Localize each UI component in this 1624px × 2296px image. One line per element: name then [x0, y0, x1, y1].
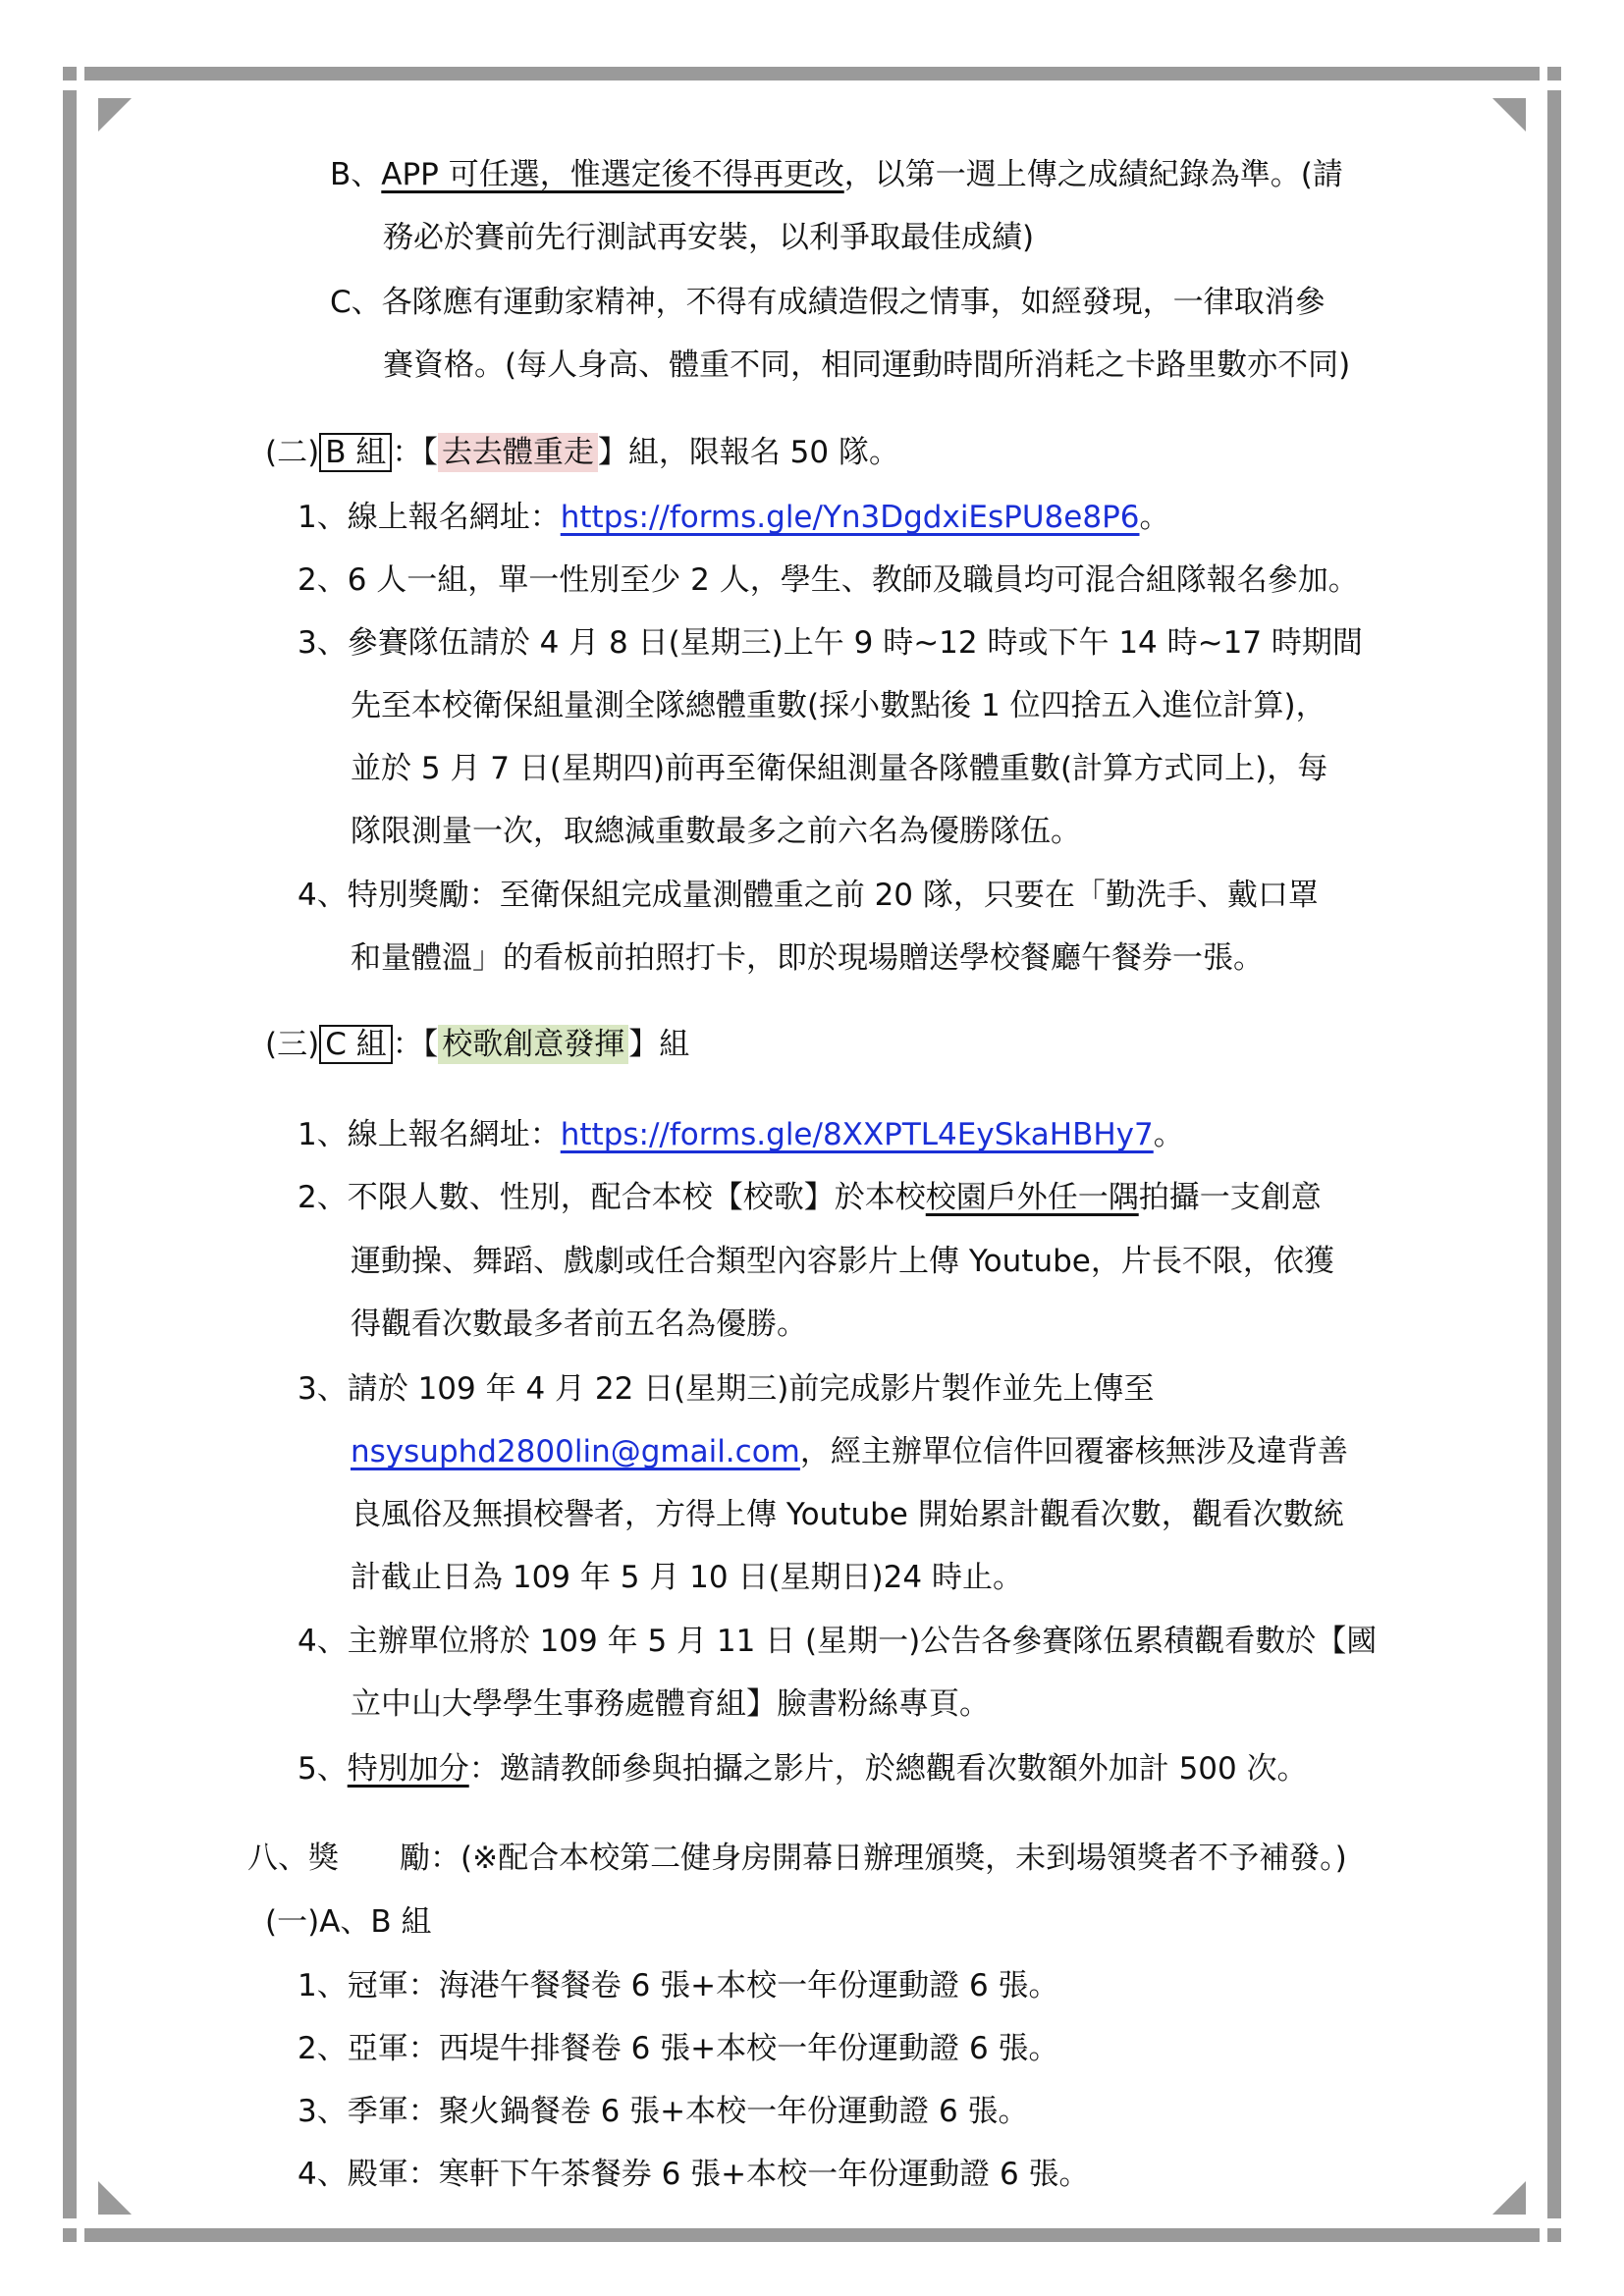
frame-triangle-tr — [1492, 98, 1526, 132]
group-b-signup-link[interactable]: https://forms.gle/Yn3DgdxiEsPU8e8P6 — [560, 500, 1140, 535]
rule-b-underlined: APP 可任選，惟選定後不得再更改 — [381, 157, 844, 192]
award-item-4: 4、殿軍：寒軒下午茶餐券 6 張+本校一年份運動證 6 張。 — [298, 2157, 1090, 2192]
rule-c-line2: 賽資格。(每人身高、體重不同，相同運動時間所消耗之卡路里數亦不同) — [383, 347, 1351, 383]
awards-subheading: (一)A、B 組 — [265, 1904, 432, 1940]
group-c-title: 校歌創意發揮 — [438, 1025, 628, 1064]
group-b-item1: 1、線上報名網址：https://forms.gle/Yn3DgdxiEsPU8e8P6。 — [298, 500, 1170, 535]
award-item-3: 3、季軍：聚火鍋餐卷 6 張+本校一年份運動證 6 張。 — [298, 2094, 1029, 2129]
frame-right — [1547, 90, 1561, 2218]
frame-left — [63, 90, 77, 2218]
group-c-item2-line1: 2、不限人數、性別，配合本校【校歌】於本校校園戶外任一隅拍攝一支創意 — [298, 1180, 1322, 1215]
group-c-item2-line3: 得觀看次數最多者前五名為優勝。 — [351, 1307, 807, 1342]
group-b-item3-line2: 先至本校衛保組量測全隊總體重數(採小數點後 1 位四捨五入進位計算)， — [351, 688, 1326, 723]
group-b-heading: (二) B 組 ：【 去去體重走 】組，限報名 50 隊。 — [265, 435, 899, 470]
rule-b-line1: B、APP 可任選，惟選定後不得再更改，以第一週上傳之成績紀錄為準。(請 — [330, 157, 1343, 192]
group-b-item3-line1: 3、參賽隊伍請於 4 月 8 日(星期三)上午 9 時~12 時或下午 14 時~17 時期間 — [298, 625, 1363, 661]
awards-heading: 八、獎 勵：(※配合本校第二健身房開幕日辦理頒獎，未到場領獎者不予補發。) — [247, 1841, 1347, 1876]
group-b-item4-line2: 和量體溫」的看板前拍照打卡，即於現場贈送學校餐廳午餐券一張。 — [351, 940, 1264, 976]
frame-corner-tr — [1547, 67, 1561, 80]
group-c-item4-line2: 立中山大學學生事務處體育組】臉書粉絲專頁。 — [351, 1686, 990, 1722]
frame-corner-br — [1547, 2228, 1561, 2242]
award-item-2: 2、亞軍：西堤牛排餐卷 6 張+本校一年份運動證 6 張。 — [298, 2031, 1059, 2066]
award-item-1: 1、冠軍：海港午餐餐卷 6 張+本校一年份運動證 6 張。 — [298, 1968, 1059, 2003]
group-c-item4-line1: 4、主辦單位將於 109 年 5 月 11 日 (星期一)公告各參賽隊伍累積觀看數於【國 — [298, 1624, 1378, 1659]
group-c-item5: 5、特別加分：邀請教師參與拍攝之影片，於總觀看次數額外加計 500 次。 — [298, 1751, 1308, 1787]
frame-corner-tl — [63, 67, 77, 80]
group-b-title: 去去體重走 — [438, 433, 598, 472]
group-c-item3-line3: 良風俗及無損校譽者，方得上傳 Youtube 開始累計觀看次數，觀看次數統 — [351, 1497, 1344, 1532]
group-b-item3-line3: 並於 5 月 7 日(星期四)前再至衛保組測量各隊體重數(計算方式同上)，每 — [351, 751, 1328, 786]
frame-corner-bl — [63, 2228, 77, 2242]
group-c-item3-line1: 3、請於 109 年 4 月 22 日(星期三)前完成影片製作並先上傳至 — [298, 1371, 1155, 1407]
frame-top — [84, 67, 1540, 80]
group-c-signup-link[interactable]: https://forms.gle/8XXPTL4EySkaHBHy7 — [560, 1117, 1154, 1152]
group-b-box: B 組 — [319, 433, 392, 472]
group-b-item4-line1: 4、特別獎勵：至衛保組完成量測體重之前 20 隊，只要在「勤洗手、戴口罩 — [298, 878, 1319, 913]
group-c-box: C 組 — [319, 1025, 393, 1064]
frame-triangle-br — [1492, 2181, 1526, 2215]
group-c-item1: 1、線上報名網址：https://forms.gle/8XXPTL4EySkaHBHy7。 — [298, 1117, 1184, 1152]
group-c-item3-line2: nsysuphd2800lin@gmail.com，經主辦單位信件回覆審核無涉及違背善 — [351, 1434, 1348, 1469]
contact-email-link[interactable]: nsysuphd2800lin@gmail.com — [351, 1434, 800, 1469]
group-b-item2: 2、6 人一組，單一性別至少 2 人，學生、教師及職員均可混合組隊報名參加。 — [298, 562, 1359, 598]
group-b-item3-line4: 隊限測量一次，取總減重數最多之前六名為優勝隊伍。 — [351, 814, 1081, 849]
group-c-item3-line4: 計截止日為 109 年 5 月 10 日(星期日)24 時止。 — [351, 1560, 1023, 1595]
frame-triangle-bl — [98, 2181, 132, 2215]
group-c-heading: (三) C 組 ：【 校歌創意發揮 】組 — [265, 1027, 690, 1062]
frame-bottom — [84, 2228, 1540, 2242]
rule-c-line1: C、各隊應有運動家精神，不得有成績造假之情事，如經發現，一律取消參 — [330, 285, 1326, 320]
frame-triangle-tl — [98, 98, 132, 132]
rule-b-line2: 務必於賽前先行測試再安裝，以利爭取最佳成績) — [383, 220, 1035, 255]
group-c-item2-line2: 運動操、舞蹈、戲劇或任合類型內容影片上傳 Youtube，片長不限，依獲 — [351, 1244, 1334, 1279]
